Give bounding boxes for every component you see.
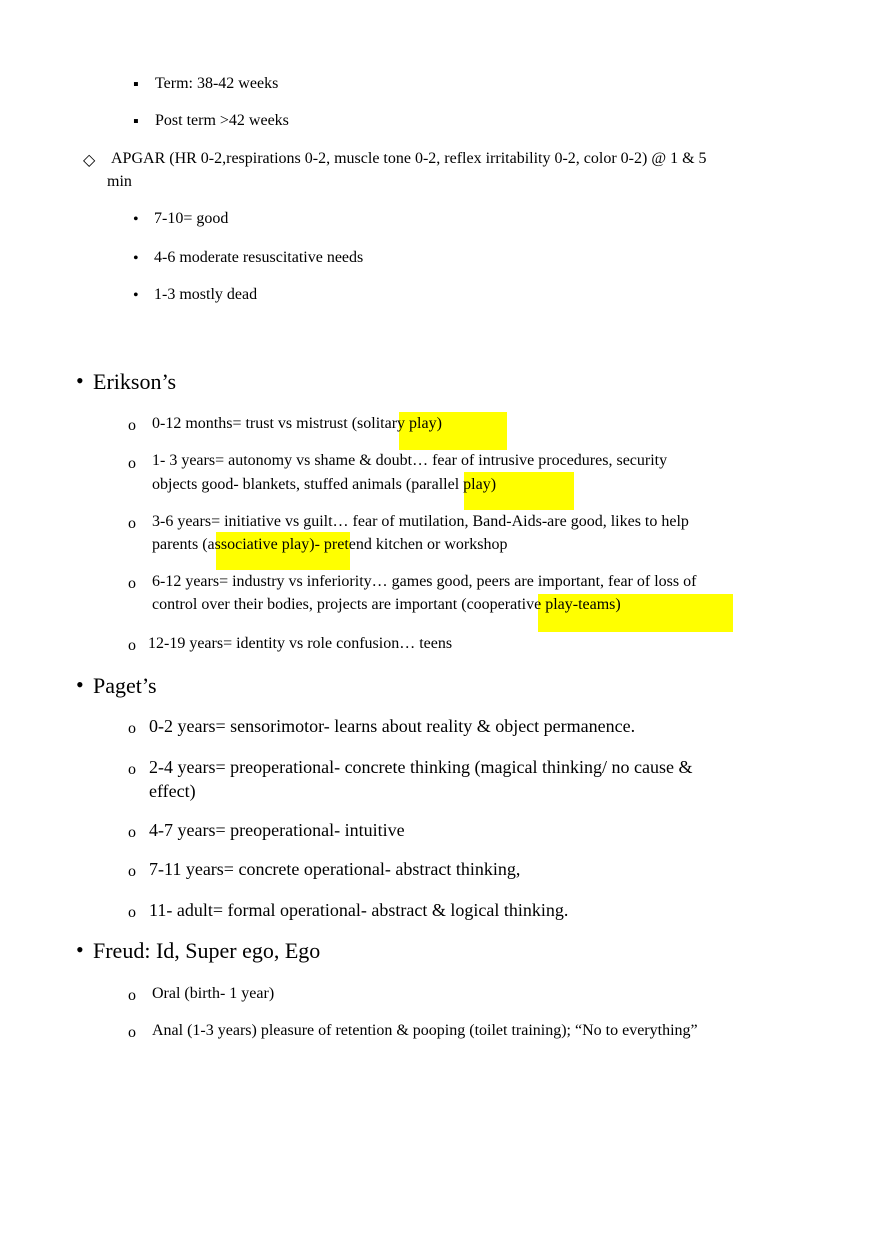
letter-o-bullet-icon: o	[128, 455, 136, 472]
freud-item: Oral (birth- 1 year)	[152, 985, 275, 1002]
apgar-item: 4-6 moderate resuscitative needs	[154, 249, 364, 266]
round-bullet-icon: •	[133, 250, 139, 267]
apgar-item: 7-10= good	[154, 210, 229, 227]
round-bullet-icon: •	[133, 287, 139, 304]
square-bullet-icon: ▪	[133, 76, 139, 93]
piaget-item: 11- adult= formal operational- abstract & logical thinking.	[149, 900, 569, 920]
erikson-item-cont: control over their bodies, projects are important (cooperative play-teams)	[152, 596, 621, 613]
erikson-item: 0-12 months= trust vs mistrust (solitary play)	[152, 415, 442, 432]
erikson-item: 12-19 years= identity vs role confusion… teens	[148, 635, 453, 652]
letter-o-bullet-icon: o	[128, 863, 136, 880]
post-term-text: Post term >42 weeks	[155, 112, 289, 129]
square-bullet-icon: ▪	[133, 113, 139, 130]
letter-o-bullet-icon: o	[128, 824, 136, 841]
letter-o-bullet-icon: o	[128, 637, 136, 654]
erikson-item: 6-12 years= industry vs inferiority… games good, peers are important, fear of loss of	[152, 573, 697, 590]
piaget-item: 4-7 years= preoperational- intuitive	[149, 820, 405, 840]
letter-o-bullet-icon: o	[128, 720, 136, 737]
piaget-item: 2-4 years= preoperational- concrete thinking (magical thinking/ no cause &	[149, 757, 693, 777]
apgar-item: 1-3 mostly dead	[154, 286, 258, 303]
freud-item: Anal (1-3 years) pleasure of retention & pooping (toilet training); “No to everything”	[152, 1022, 698, 1039]
piaget-title: Paget’s	[93, 673, 157, 698]
letter-o-bullet-icon: o	[128, 1024, 136, 1041]
piaget-item: 7-11 years= concrete operational- abstract thinking,	[149, 859, 521, 879]
erikson-item-cont: parents (associative play)- pretend kitchen or workshop	[152, 536, 508, 553]
term-text: Term: 38-42 weeks	[155, 75, 279, 92]
letter-o-bullet-icon: o	[128, 575, 136, 592]
erikson-item: 3-6 years= initiative vs guilt… fear of mutilation, Band-Aids-are good, likes to help	[152, 513, 689, 530]
letter-o-bullet-icon: o	[128, 761, 136, 778]
diamond-outline-icon: ◇	[83, 152, 96, 169]
piaget-item-cont: effect)	[149, 781, 196, 801]
piaget-item: 0-2 years= sensorimotor- learns about reality & object permanence.	[149, 716, 636, 736]
letter-o-bullet-icon: o	[128, 417, 136, 434]
round-bullet-icon: •	[76, 368, 84, 393]
apgar-heading-cont: min	[107, 173, 132, 190]
round-bullet-icon: •	[76, 672, 84, 697]
freud-title: Freud: Id, Super ego, Ego	[93, 938, 321, 963]
letter-o-bullet-icon: o	[128, 987, 136, 1004]
apgar-heading: APGAR (HR 0-2,respirations 0-2, muscle tone 0-2, reflex irritability 0-2, color 0-2) @ 1 & 5	[111, 150, 707, 167]
letter-o-bullet-icon: o	[128, 515, 136, 532]
letter-o-bullet-icon: o	[128, 904, 136, 921]
round-bullet-icon: •	[76, 937, 84, 962]
round-bullet-icon: •	[133, 211, 139, 228]
erikson-item: 1- 3 years= autonomy vs shame & doubt… fear of intrusive procedures, security	[152, 452, 668, 469]
erikson-item-cont: objects good- blankets, stuffed animals (parallel play)	[152, 476, 497, 493]
erikson-title: Erikson’s	[93, 369, 177, 394]
